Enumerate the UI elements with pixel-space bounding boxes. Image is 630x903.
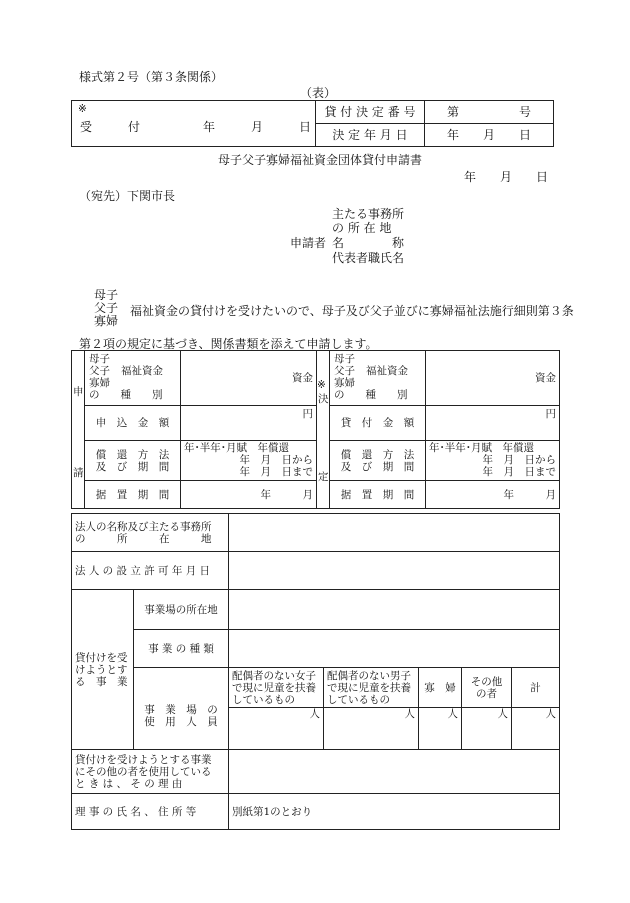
- dec-kind-fushi: 父子: [334, 365, 355, 377]
- business-side-3: る 事 業: [75, 675, 128, 688]
- decision-side: [317, 351, 330, 509]
- app-kind-label: [85, 351, 181, 406]
- staff-other-value[interactable]: 人: [462, 708, 512, 750]
- reception-table: [71, 100, 554, 147]
- hdr-women-3: しているもの: [232, 693, 295, 706]
- form-number: 様式第２号（第３条関係）: [79, 70, 224, 84]
- other-staff-label-2: にその他の者を使用している: [75, 765, 212, 778]
- staff-women-value[interactable]: 人: [229, 708, 324, 750]
- reception-label: 受 付: [80, 120, 141, 134]
- reception-date: 年 月 日: [203, 120, 312, 134]
- business-side-2: けようとす: [75, 663, 128, 676]
- staff-widow-value[interactable]: 人: [419, 708, 462, 750]
- staff-header-women: [229, 668, 324, 708]
- repay-label-1: 償 還 方 法: [95, 448, 170, 461]
- hdr-women-1: 配偶者のない女子: [232, 669, 316, 682]
- applicant-label: 申請者: [290, 236, 327, 250]
- dec-defer-value: 年 月: [426, 481, 560, 509]
- business-side-1: 貸付けを受: [75, 651, 128, 664]
- addressee: （宛先）下関市長: [79, 189, 176, 203]
- business-kind-value[interactable]: [229, 630, 560, 668]
- staff-header-men: [324, 668, 419, 708]
- kind-boshi: 母子: [89, 353, 110, 365]
- staff-men-value[interactable]: 人: [324, 708, 419, 750]
- submission-date: 年 月 日: [464, 170, 549, 184]
- body-line-2: 第２項の規定に基づき、関係書類を添えて申請します。: [79, 337, 378, 351]
- app-repay-value: [181, 441, 317, 481]
- business-table: [71, 513, 560, 830]
- kind-label: の 種 別: [89, 389, 163, 401]
- corp-permit-label: 法 人 の 設 立 許 可 年 月 日: [72, 552, 229, 590]
- staff-label-2: 使 用 人 員: [144, 715, 218, 728]
- repay-method: 年･半年･月賦 年償還: [184, 442, 289, 454]
- directors-label: 理 事 の 氏 名 、 住 所 等: [72, 794, 229, 830]
- dec-repay-label-1: 償 還 方 法: [340, 448, 415, 461]
- other-staff-value[interactable]: [229, 750, 560, 794]
- dec-repay-from: 年 月 日から: [482, 454, 556, 466]
- staff-header-total: 計: [512, 668, 560, 708]
- hdr-women-2: で現に児童を扶養: [232, 681, 316, 694]
- dec-amount-value: 円: [426, 406, 560, 441]
- kind-fushi: 父子: [89, 365, 110, 377]
- app-defer-label: 据 置 期 間: [85, 481, 181, 509]
- directors-value: 別紙第1のとおり: [229, 794, 560, 830]
- corp-permit-value[interactable]: [229, 552, 560, 590]
- business-location-value[interactable]: [229, 590, 560, 630]
- kind-fund: 福祉資金: [121, 365, 163, 377]
- dec-kind-boshi: 母子: [334, 353, 355, 365]
- app-kind-value: 資金: [181, 351, 317, 406]
- decision-number-value: 第 号: [425, 101, 554, 124]
- reception-mark: ※: [78, 103, 87, 115]
- staff-label-1: 事 業 場 の: [144, 703, 218, 716]
- dec-kind-fund: 福祉資金: [366, 365, 408, 377]
- dec-defer-label: 据 置 期 間: [330, 481, 426, 509]
- hdr-men-2: で現に児童を扶養: [327, 681, 411, 694]
- staff-total-value[interactable]: 人: [512, 708, 560, 750]
- body-line-1: 福祉資金の貸付けを受けたいので、母子及び父子並びに寡婦福祉法施行細則第３条: [130, 304, 574, 318]
- repay-from: 年 月 日から: [239, 454, 313, 466]
- omote-label: （表）: [300, 86, 337, 100]
- app-repay-label: [85, 441, 181, 481]
- decision-date-label: 決 定 年 月 日: [316, 124, 425, 147]
- side-shin: 申: [73, 386, 84, 398]
- business-side-label: [72, 590, 134, 750]
- stack-kafu: 寡婦: [94, 314, 119, 328]
- dec-amount-label: 貸 付 金 額: [330, 406, 426, 441]
- other-staff-label-3: と き は 、 そ の 理 由: [75, 777, 183, 790]
- stack-boshi: 母子: [94, 288, 119, 302]
- decision-number-label: 貸 付 決 定 番 号: [316, 101, 425, 124]
- dec-kind-value: 資金: [426, 351, 560, 406]
- kind-kafu: 寡婦: [89, 377, 110, 389]
- hdr-other-1: その他: [470, 675, 503, 688]
- corp-name-label: [72, 514, 229, 552]
- application-side: [72, 351, 85, 509]
- dec-repay-method: 年･半年･月賦 年償還: [429, 442, 534, 454]
- hdr-other-2: の者: [476, 687, 497, 700]
- applicant-location-label: の 所 在 地: [332, 221, 392, 235]
- side-sei: 請: [73, 467, 84, 479]
- dec-repay-label-2: 及 び 期 間: [340, 460, 415, 473]
- fund-type-stack: [94, 289, 118, 328]
- corp-name-label-1: 法人の名称及び主たる事務所: [75, 520, 212, 533]
- staff-label: [134, 668, 229, 750]
- dec-repay-label: [330, 441, 426, 481]
- dec-repay-value: [426, 441, 560, 481]
- decision-mark: ※: [317, 379, 326, 391]
- side-tei: 定: [318, 471, 329, 483]
- reception-cell: [72, 101, 316, 147]
- repay-label-2: 及 び 期 間: [95, 460, 170, 473]
- app-defer-value: 年 月: [181, 481, 317, 509]
- dec-kind-label: [330, 351, 426, 406]
- staff-header-other: [462, 668, 512, 708]
- dec-kind-label-text: の 種 別: [334, 389, 408, 401]
- app-amount-label: 申 込 金 額: [85, 406, 181, 441]
- corp-name-label-2: の 所 在 地: [75, 532, 212, 545]
- decision-date-value: 年 月 日: [425, 124, 554, 147]
- stack-fushi: 父子: [94, 301, 119, 315]
- side-ketsu: 決: [318, 393, 329, 405]
- applicant-name-label: 名 称: [332, 236, 405, 250]
- dec-kind-kafu: 寡婦: [334, 377, 355, 389]
- app-amount-value: 円: [181, 406, 317, 441]
- hdr-men-3: しているもの: [327, 693, 390, 706]
- repay-to: 年 月 日まで: [239, 466, 313, 478]
- staff-header-widow: 寡 婦: [419, 668, 462, 708]
- other-staff-label: [72, 750, 229, 794]
- business-location-label: 事業場の所在地: [134, 590, 229, 630]
- applicant-office-label: 主たる事務所: [332, 207, 405, 221]
- document-title: 母子父子寡婦福祉資金団体貸付申請書: [218, 153, 423, 167]
- application-table: [71, 350, 560, 509]
- business-kind-label: 事 業 の 種 類: [134, 630, 229, 668]
- corp-name-value[interactable]: [229, 514, 560, 552]
- dec-repay-to: 年 月 日まで: [482, 466, 556, 478]
- hdr-men-1: 配偶者のない男子: [327, 669, 411, 682]
- applicant-rep-label: 代表者職氏名: [332, 251, 405, 265]
- other-staff-label-1: 貸付けを受けようとする事業: [75, 753, 212, 766]
